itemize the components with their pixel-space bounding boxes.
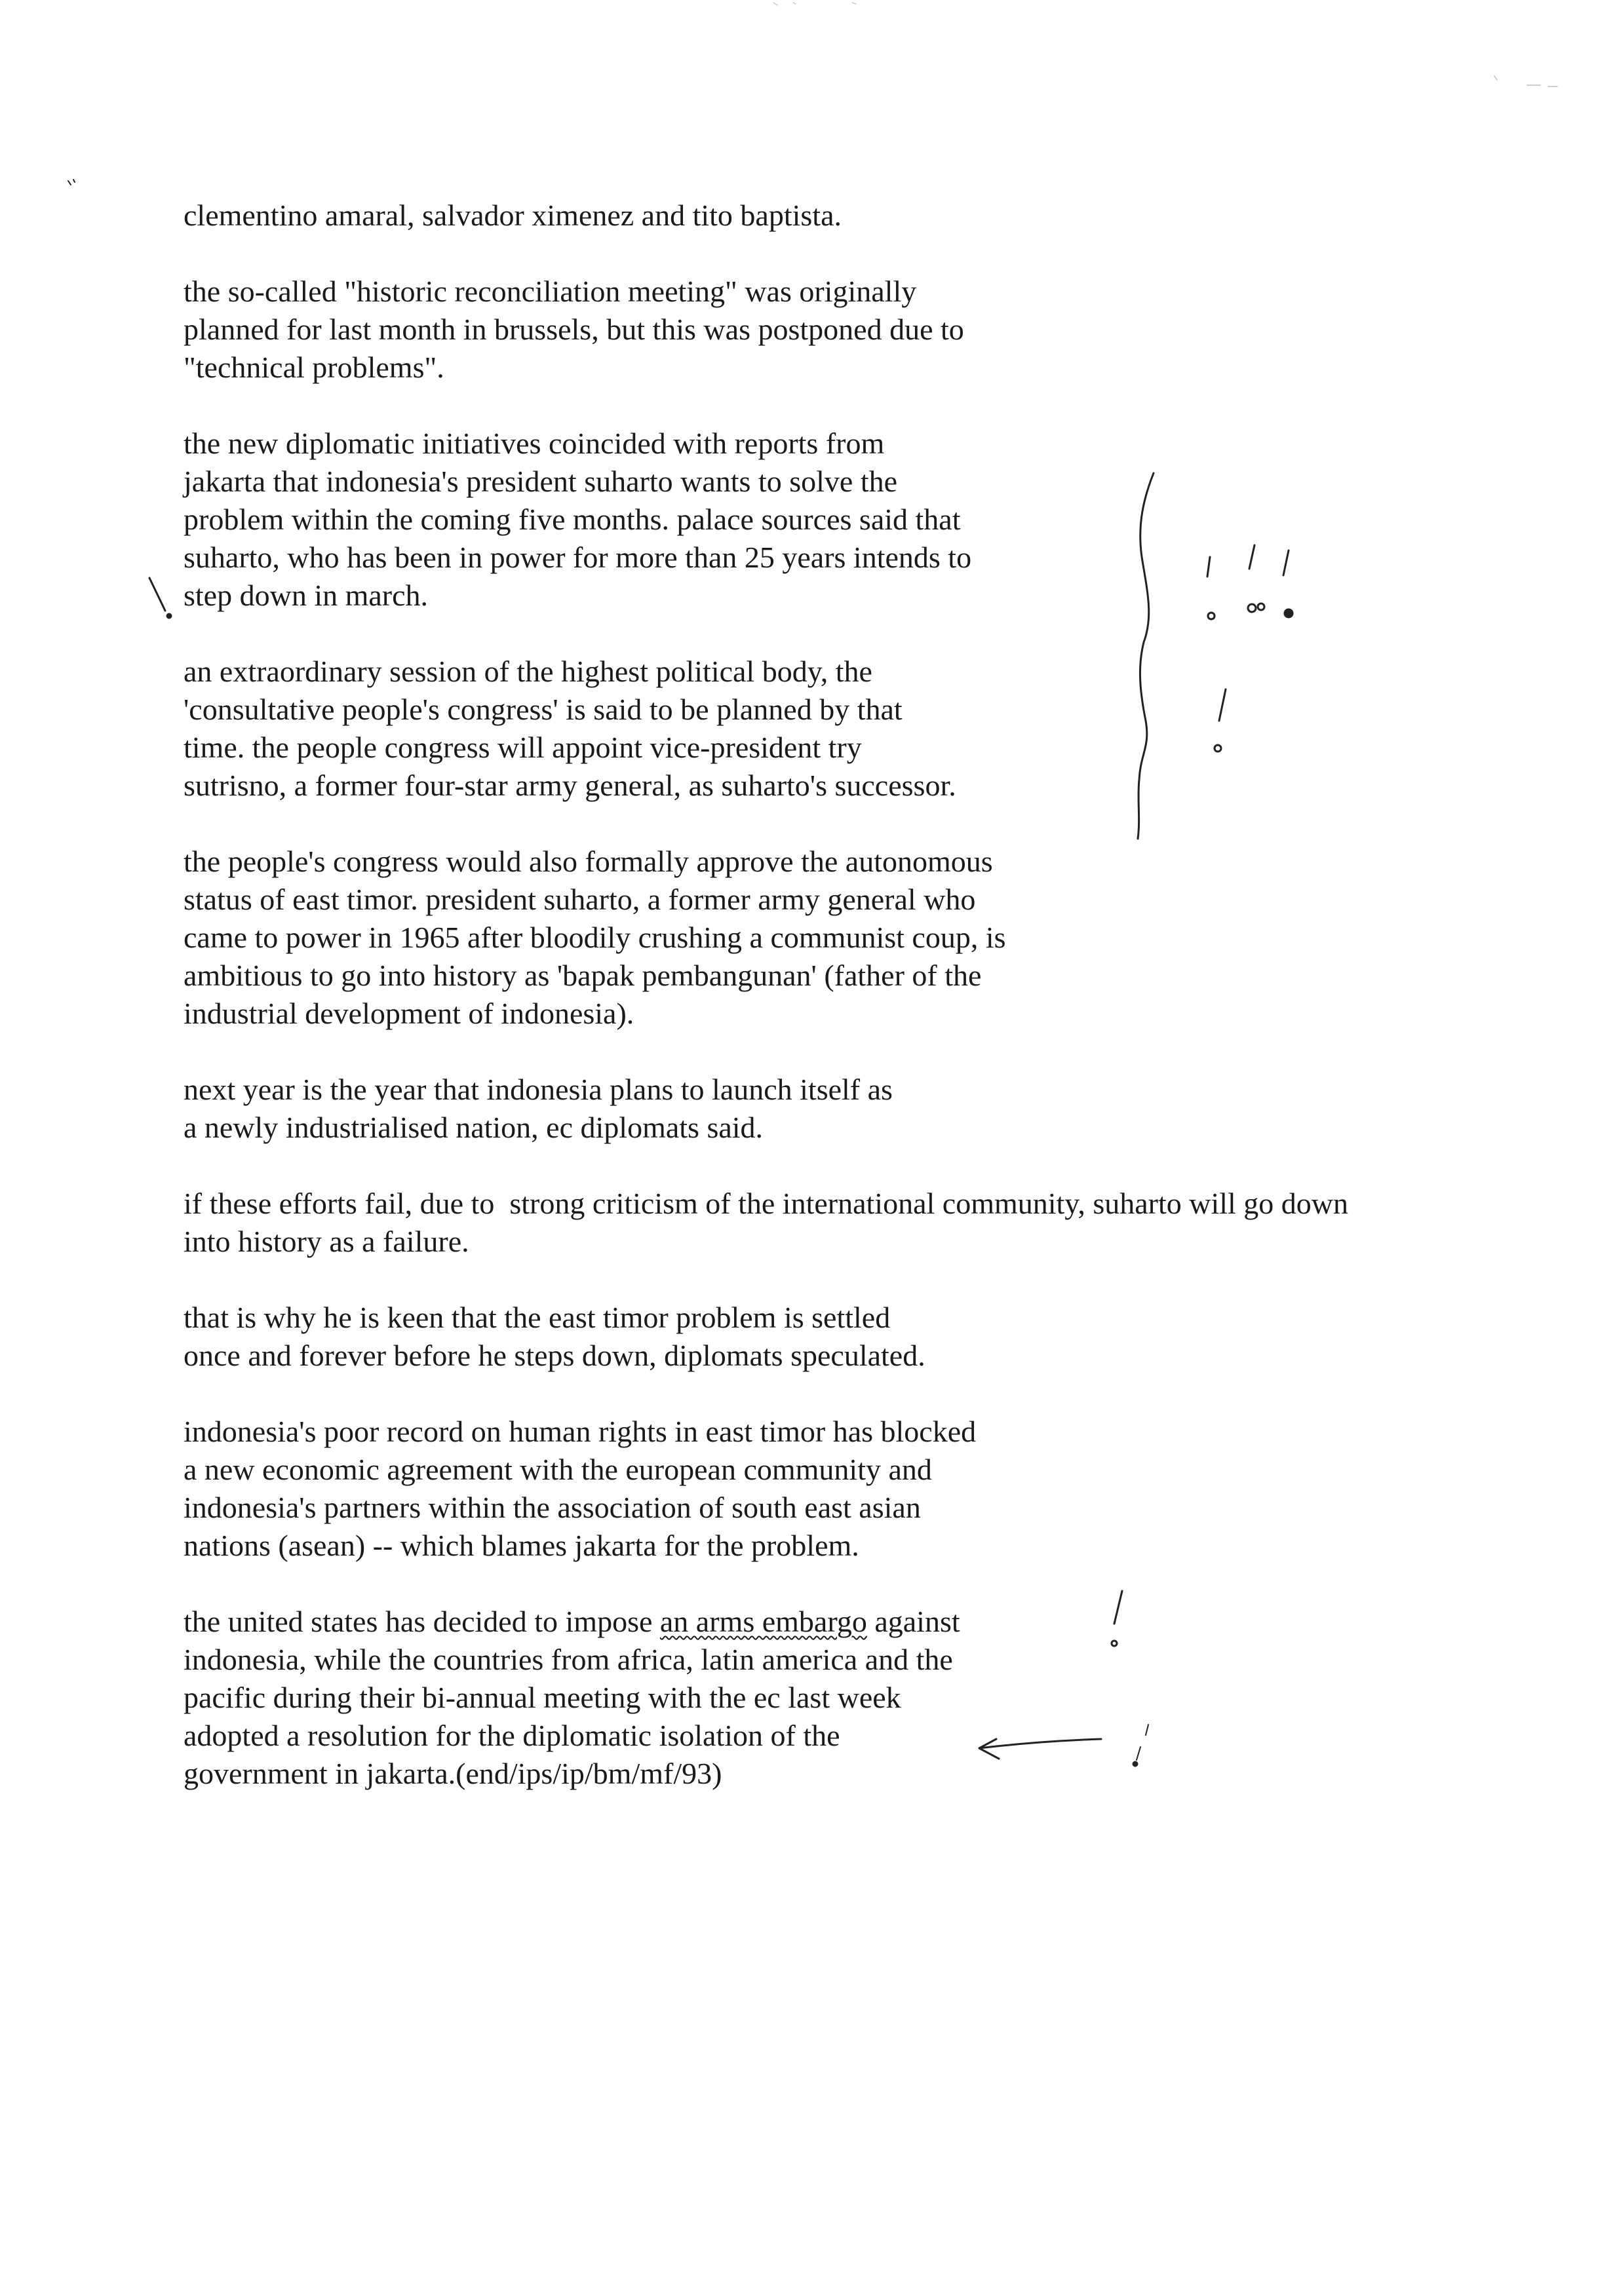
text-line: the people's congress would also formally approve the autonomous (184, 845, 993, 878)
ink-dot (167, 614, 171, 618)
text-line: once and forever before he steps down, diplomats speculated. (184, 1339, 925, 1372)
paragraph-8 (184, 1299, 1521, 1375)
text-line: that is why he is keen that the east timor problem is settled (184, 1301, 891, 1334)
text-line: jakarta that indonesia's president suharto wants to solve the (184, 465, 898, 498)
text-line: step down in march. (184, 579, 429, 612)
text-line: status of east timor. president suharto, a former army general who (184, 883, 976, 916)
text-line: suharto, who has been in power for more than 25 years intends to (184, 541, 972, 574)
text-line: 'consultative people's congress' is said to be planned by that (184, 693, 903, 726)
text-line: came to power in 1965 after bloodily crushing a communist coup, is (184, 921, 1006, 954)
text-line: clementino amaral, salvador ximenez and tito baptista. (184, 199, 842, 232)
text-line: into history as a failure. (184, 1225, 469, 1258)
text-fragment: against (866, 1605, 960, 1638)
text-line: an extraordinary session of the highest political body, the (184, 655, 872, 688)
text-line: adopted a resolution for the diplomatic isolation of the (184, 1719, 840, 1752)
text-line: sutrisno, a former four-star army general, as suharto's successor. (184, 769, 956, 802)
text-line: if these efforts fail, due to strong criticism of the international community, suharto will go down (184, 1187, 1349, 1220)
ink-speck (773, 3, 856, 5)
paragraph-1 (184, 197, 1521, 235)
text-line: the so-called "historic reconciliation meeting" was originally (184, 275, 917, 308)
text-line: nations (asean) -- which blames jakarta for the problem. (184, 1529, 859, 1562)
text-line: planned for last month in brussels, but this was postponed due to (184, 313, 964, 346)
text-fragment: the united states has decided to impose (184, 1605, 660, 1638)
ink-speck (1494, 76, 1557, 86)
text-line: problem within the coming five months. palace sources said that (184, 503, 961, 536)
text-line (184, 1603, 1521, 1641)
paragraph-6 (184, 1071, 1521, 1147)
text-line: a new economic agreement with the european community and (184, 1453, 932, 1486)
text-line: ambitious to go into history as 'bapak pembangunan' (father of the (184, 959, 982, 992)
ink-speck (68, 180, 75, 185)
text-line: indonesia's poor record on human rights in east timor has blocked (184, 1415, 977, 1448)
paragraph-5 (184, 843, 1521, 1033)
paragraph-7 (184, 1185, 1521, 1261)
text-line: indonesia's partners within the association of south east asian (184, 1491, 921, 1524)
paragraph-3 (184, 425, 1521, 615)
margin-tick-mark (149, 578, 165, 611)
text-line: a newly industrialised nation, ec diplomats said. (184, 1111, 764, 1144)
paragraph-9 (184, 1413, 1521, 1565)
text-line: next year is the year that indonesia plans to launch itself as (184, 1073, 893, 1106)
paragraph-4 (184, 653, 1521, 805)
text-line: pacific during their bi-annual meeting with the ec last week (184, 1681, 901, 1714)
text-line: industrial development of indonesia). (184, 997, 634, 1030)
underlined-phrase: an arms embargo (659, 1605, 867, 1638)
text-line: "technical problems". (184, 351, 444, 384)
text-line: indonesia, while the countries from africa, latin america and the (184, 1643, 953, 1676)
paragraph-10 (184, 1603, 1521, 1793)
text-line: the new diplomatic initiatives coincided with reports from (184, 427, 885, 460)
text-line: time. the people congress will appoint vice-president try (184, 731, 862, 764)
paragraph-2 (184, 273, 1521, 387)
text-line: government in jakarta.(end/ips/ip/bm/mf/93) (184, 1757, 722, 1790)
